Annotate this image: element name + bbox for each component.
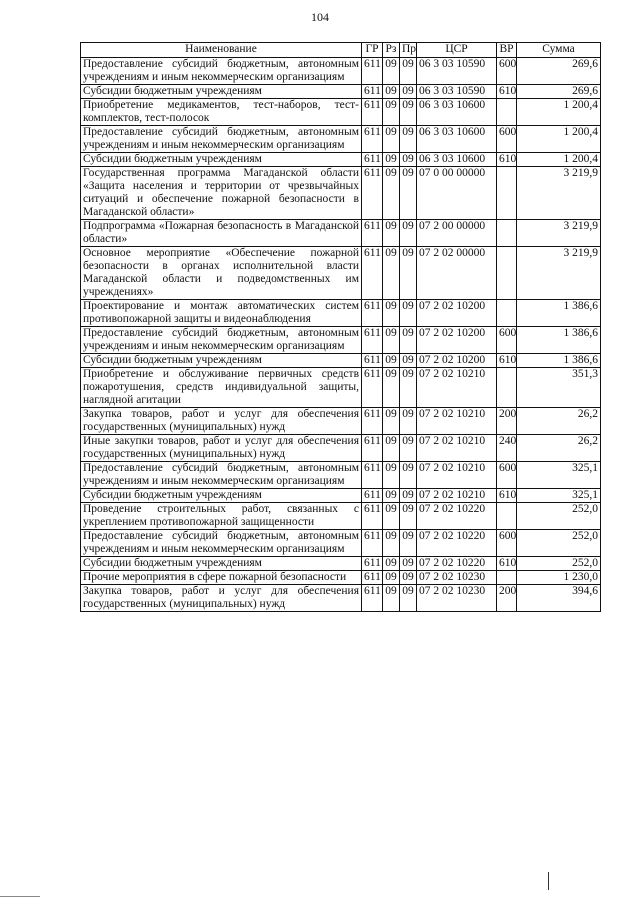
cell-csr: 06 3 03 10600 (417, 153, 497, 167)
cell-vr (497, 247, 517, 300)
page-number: 104 (311, 10, 329, 24)
cell-gr: 611 (362, 503, 383, 530)
cell-csr: 07 2 02 10230 (417, 585, 497, 612)
table-row (81, 126, 601, 153)
cell-gr: 611 (362, 585, 383, 612)
cell-name: Проектирование и монтаж автоматических систем противопожарной защиты и видеонаблюдения (81, 300, 362, 327)
cell-name: Государственная программа Магаданской области «Защита населения и территории от чрезвычайных ситуаций и обеспечение пожарной безопасности в Магаданской области» (81, 167, 362, 220)
cell-gr: 611 (362, 530, 383, 557)
table-row (81, 571, 601, 585)
cell-gr: 611 (362, 557, 383, 571)
cell-csr: 07 2 02 10210 (417, 489, 497, 503)
cell-sum: 269,6 (517, 85, 601, 99)
cell-csr: 07 2 02 10200 (417, 327, 497, 354)
cell-vr: 610 (497, 153, 517, 167)
cell-rz: 09 (383, 153, 400, 167)
table-row (81, 153, 601, 167)
cell-name: Предоставление субсидий бюджетным, автономным учреждениям и иным некоммерческим организациям (81, 530, 362, 557)
cell-pr: 09 (400, 167, 417, 220)
cell-csr: 06 3 03 10600 (417, 99, 497, 126)
cell-sum: 1 200,4 (517, 153, 601, 167)
cell-rz: 09 (383, 247, 400, 300)
cell-name: Субсидии бюджетным учреждениям (81, 153, 362, 167)
header-pr: Пр (400, 43, 417, 58)
cell-sum: 252,0 (517, 557, 601, 571)
cell-sum: 269,6 (517, 58, 601, 85)
margin-mark (548, 872, 549, 890)
cell-rz: 09 (383, 408, 400, 435)
corner-mark (0, 896, 40, 897)
cell-name: Закупка товаров, работ и услуг для обеспечения государственных (муниципальных) нужд (81, 408, 362, 435)
header-vr: ВР (497, 43, 517, 58)
cell-rz: 09 (383, 489, 400, 503)
cell-sum: 252,0 (517, 503, 601, 530)
cell-gr: 611 (362, 368, 383, 408)
cell-gr: 611 (362, 327, 383, 354)
cell-rz: 09 (383, 220, 400, 247)
cell-rz: 09 (383, 99, 400, 126)
cell-vr: 600 (497, 462, 517, 489)
cell-pr: 09 (400, 585, 417, 612)
cell-sum: 3 219,9 (517, 247, 601, 300)
cell-vr: 200 (497, 585, 517, 612)
cell-rz: 09 (383, 167, 400, 220)
cell-name: Прочие мероприятия в сфере пожарной безопасности (81, 571, 362, 585)
table-row (81, 327, 601, 354)
cell-csr: 07 2 02 10220 (417, 557, 497, 571)
cell-pr: 09 (400, 247, 417, 300)
cell-pr: 09 (400, 85, 417, 99)
cell-rz: 09 (383, 557, 400, 571)
table-row (81, 435, 601, 462)
cell-vr (497, 503, 517, 530)
cell-name: Предоставление субсидий бюджетным, автономным учреждениям и иным некоммерческим организациям (81, 126, 362, 153)
cell-gr: 611 (362, 153, 383, 167)
cell-name: Субсидии бюджетным учреждениям (81, 85, 362, 99)
cell-name: Субсидии бюджетным учреждениям (81, 489, 362, 503)
header-sum: Сумма (517, 43, 601, 58)
cell-vr (497, 368, 517, 408)
cell-rz: 09 (383, 327, 400, 354)
table-row (81, 489, 601, 503)
cell-pr: 09 (400, 571, 417, 585)
cell-name: Закупка товаров, работ и услуг для обеспечения государственных (муниципальных) нужд (81, 585, 362, 612)
cell-gr: 611 (362, 85, 383, 99)
cell-csr: 07 2 02 10220 (417, 503, 497, 530)
cell-name: Подпрограмма «Пожарная безопасность в Магаданской области» (81, 220, 362, 247)
cell-gr: 611 (362, 247, 383, 300)
cell-pr: 09 (400, 462, 417, 489)
cell-sum: 3 219,9 (517, 167, 601, 220)
table-row (81, 585, 601, 612)
cell-rz: 09 (383, 530, 400, 557)
cell-vr (497, 167, 517, 220)
cell-csr: 07 2 02 00000 (417, 247, 497, 300)
cell-csr: 06 3 03 10590 (417, 58, 497, 85)
cell-vr: 600 (497, 530, 517, 557)
cell-gr: 611 (362, 571, 383, 585)
cell-vr: 200 (497, 408, 517, 435)
cell-pr: 09 (400, 126, 417, 153)
cell-sum: 1 230,0 (517, 571, 601, 585)
cell-gr: 611 (362, 462, 383, 489)
cell-csr: 07 2 02 10200 (417, 354, 497, 368)
cell-name: Иные закупки товаров, работ и услуг для обеспечения государственных (муниципальных) нужд (81, 435, 362, 462)
cell-vr: 610 (497, 557, 517, 571)
cell-pr: 09 (400, 435, 417, 462)
cell-sum: 1 200,4 (517, 99, 601, 126)
table-row (81, 530, 601, 557)
cell-pr: 09 (400, 153, 417, 167)
header-gr: ГР (362, 43, 383, 58)
cell-pr: 09 (400, 354, 417, 368)
cell-pr: 09 (400, 408, 417, 435)
table-row (81, 85, 601, 99)
cell-vr (497, 220, 517, 247)
table-row (81, 462, 601, 489)
cell-name: Приобретение и обслуживание первичных средств пожаротушения, средств индивидуальной защиты, наглядной агитации (81, 368, 362, 408)
table-row (81, 368, 601, 408)
cell-gr: 611 (362, 167, 383, 220)
cell-sum: 1 386,6 (517, 300, 601, 327)
cell-pr: 09 (400, 368, 417, 408)
cell-pr: 09 (400, 58, 417, 85)
table-row (81, 300, 601, 327)
cell-pr: 09 (400, 300, 417, 327)
cell-gr: 611 (362, 126, 383, 153)
cell-sum: 26,2 (517, 435, 601, 462)
cell-csr: 07 2 02 10210 (417, 435, 497, 462)
cell-rz: 09 (383, 571, 400, 585)
cell-csr: 06 3 03 10600 (417, 126, 497, 153)
table-row (81, 354, 601, 368)
cell-gr: 611 (362, 220, 383, 247)
cell-vr: 600 (497, 58, 517, 85)
cell-csr: 06 3 03 10590 (417, 85, 497, 99)
cell-name: Субсидии бюджетным учреждениям (81, 557, 362, 571)
cell-vr: 610 (497, 489, 517, 503)
table-row (81, 58, 601, 85)
table-row (81, 557, 601, 571)
cell-sum: 351,3 (517, 368, 601, 408)
cell-rz: 09 (383, 503, 400, 530)
budget-table (80, 42, 601, 612)
cell-sum: 325,1 (517, 462, 601, 489)
cell-rz: 09 (383, 126, 400, 153)
cell-name: Основное мероприятие «Обеспечение пожарной безопасности в органах исполнительной власти Магаданской области и подведомственных им учреждениях» (81, 247, 362, 300)
cell-sum: 252,0 (517, 530, 601, 557)
cell-vr (497, 300, 517, 327)
cell-rz: 09 (383, 368, 400, 408)
cell-sum: 3 219,9 (517, 220, 601, 247)
cell-pr: 09 (400, 489, 417, 503)
cell-pr: 09 (400, 99, 417, 126)
cell-csr: 07 0 00 00000 (417, 167, 497, 220)
cell-gr: 611 (362, 489, 383, 503)
cell-pr: 09 (400, 220, 417, 247)
cell-rz: 09 (383, 462, 400, 489)
table-row (81, 99, 601, 126)
cell-pr: 09 (400, 503, 417, 530)
cell-gr: 611 (362, 354, 383, 368)
table-row (81, 408, 601, 435)
cell-gr: 611 (362, 435, 383, 462)
cell-rz: 09 (383, 58, 400, 85)
cell-rz: 09 (383, 300, 400, 327)
cell-csr: 07 2 02 10210 (417, 462, 497, 489)
cell-gr: 611 (362, 408, 383, 435)
cell-sum: 26,2 (517, 408, 601, 435)
cell-name: Проведение строительных работ, связанных с укреплением противопожарной защищенности (81, 503, 362, 530)
header-name: Наименование (81, 43, 362, 58)
cell-sum: 394,6 (517, 585, 601, 612)
cell-csr: 07 2 02 10200 (417, 300, 497, 327)
table-row (81, 167, 601, 220)
table-body (81, 58, 601, 612)
cell-csr: 07 2 02 10220 (417, 530, 497, 557)
cell-name: Приобретение медикаментов, тест-наборов, тест-комплектов, тест-полосок (81, 99, 362, 126)
cell-vr: 600 (497, 126, 517, 153)
cell-sum: 1 386,6 (517, 327, 601, 354)
cell-rz: 09 (383, 435, 400, 462)
cell-gr: 611 (362, 300, 383, 327)
table-row (81, 503, 601, 530)
cell-csr: 07 2 00 00000 (417, 220, 497, 247)
cell-vr: 610 (497, 354, 517, 368)
cell-gr: 611 (362, 99, 383, 126)
table-header (81, 43, 601, 58)
cell-gr: 611 (362, 58, 383, 85)
header-rz: Рз (383, 43, 400, 58)
cell-name: Предоставление субсидий бюджетным, автономным учреждениям и иным некоммерческим организациям (81, 327, 362, 354)
cell-vr (497, 571, 517, 585)
cell-sum: 1 386,6 (517, 354, 601, 368)
cell-pr: 09 (400, 557, 417, 571)
header-csr: ЦСР (417, 43, 497, 58)
cell-vr: 610 (497, 85, 517, 99)
cell-rz: 09 (383, 85, 400, 99)
cell-csr: 07 2 02 10230 (417, 571, 497, 585)
cell-pr: 09 (400, 530, 417, 557)
cell-rz: 09 (383, 354, 400, 368)
cell-rz: 09 (383, 585, 400, 612)
table-row (81, 220, 601, 247)
cell-csr: 07 2 02 10210 (417, 368, 497, 408)
table-row (81, 247, 601, 300)
cell-vr: 240 (497, 435, 517, 462)
cell-csr: 07 2 02 10210 (417, 408, 497, 435)
cell-name: Субсидии бюджетным учреждениям (81, 354, 362, 368)
cell-sum: 1 200,4 (517, 126, 601, 153)
cell-name: Предоставление субсидий бюджетным, автономным учреждениям и иным некоммерческим организациям (81, 462, 362, 489)
cell-name: Предоставление субсидий бюджетным, автономным учреждениям и иным некоммерческим организациям (81, 58, 362, 85)
cell-vr: 600 (497, 327, 517, 354)
cell-vr (497, 99, 517, 126)
cell-pr: 09 (400, 327, 417, 354)
cell-sum: 325,1 (517, 489, 601, 503)
